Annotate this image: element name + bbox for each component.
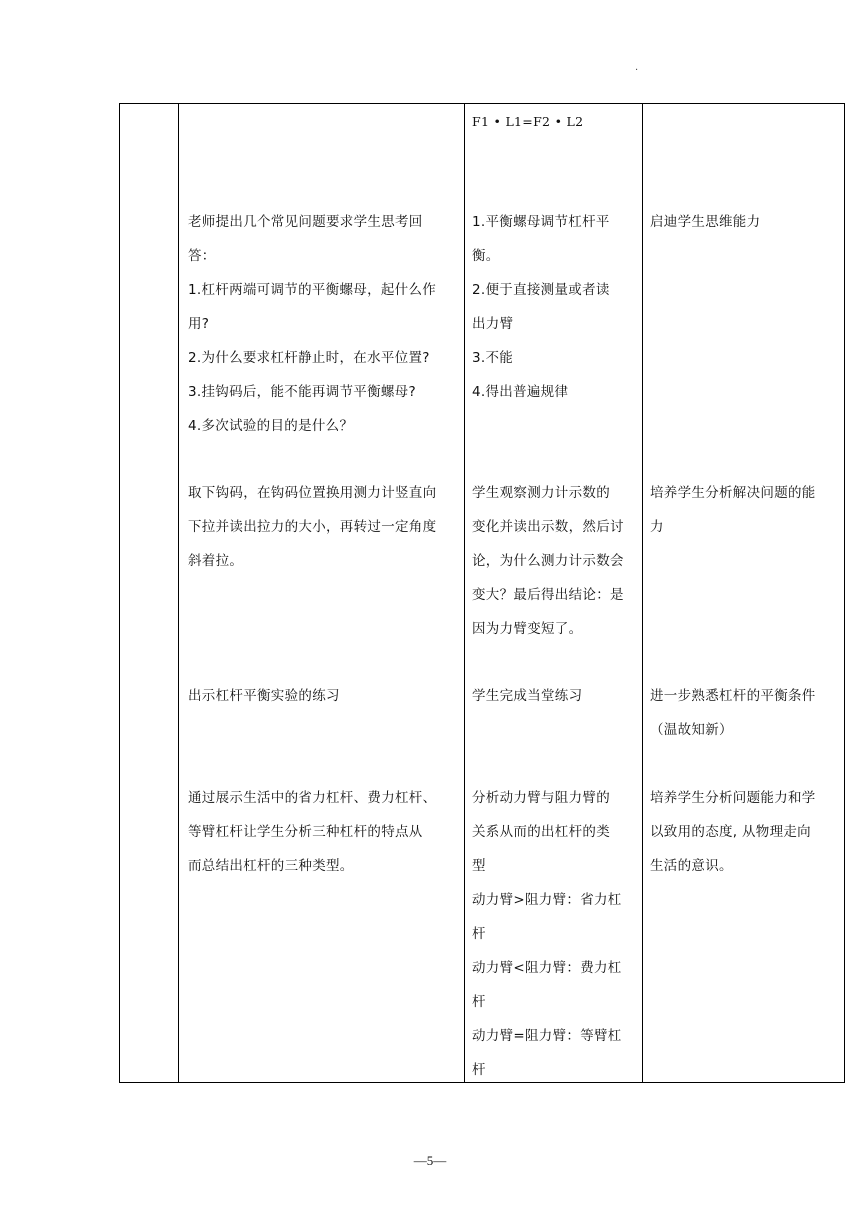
- cell-line: 衡。: [472, 248, 500, 264]
- cell-line: 力: [650, 519, 664, 535]
- cell-line: 启迪学生思维能力: [650, 214, 761, 230]
- cell-line: 下拉并读出拉力的大小，再转过一定角度: [188, 519, 437, 535]
- cell-line: 出力臂: [472, 316, 514, 332]
- cell-line: 型: [472, 858, 486, 874]
- cell-line: 3.不能: [472, 350, 514, 366]
- cell-line: 4.多次试验的目的是什么？: [188, 418, 354, 434]
- student-cell-lever-types: [472, 781, 622, 1087]
- cell-line: 老师提出几个常见问题要求学生思考回: [188, 214, 423, 230]
- cell-line: 变化并读出示数，然后讨: [472, 519, 624, 535]
- column-divider: [642, 104, 643, 1082]
- page-number: —5—: [413, 1153, 447, 1168]
- cell-line: 斜着拉。: [188, 553, 244, 569]
- cell-line: 2.便于直接测量或者读: [472, 282, 610, 298]
- cell-line: 3.挂钩码后，能不能再调节平衡螺母?: [188, 384, 416, 400]
- cell-line: 答：: [188, 248, 216, 264]
- intent-cell: [650, 781, 816, 883]
- cell-line: 动力臂>阻力臂：省力杠: [472, 892, 622, 908]
- cell-line: 用?: [188, 316, 210, 332]
- cell-line: 而总结出杠杆的三种类型。: [188, 858, 354, 874]
- cell-line: 杆: [472, 994, 486, 1010]
- column-divider: [464, 104, 465, 1082]
- cell-line: 杆: [472, 1062, 486, 1078]
- cell-line: 变大？最后得出结论：是: [472, 587, 624, 603]
- cell-line: 关系从而的出杠杆的类: [472, 824, 610, 840]
- cell-line: 等臂杠杆让学生分析三种杠杆的特点从: [188, 824, 423, 840]
- cell-line: 动力臂=阻力臂：等臂杠: [472, 1028, 622, 1044]
- intent-cell: [650, 476, 816, 544]
- header-mark: .: [635, 62, 639, 73]
- cell-line: 论，为什么测力计示数会: [472, 553, 624, 569]
- student-cell-observe: [472, 476, 624, 646]
- intent-cell: [650, 205, 760, 239]
- formula-text: F1 • L1=F2 • L2: [472, 114, 584, 129]
- cell-line: 培养学生分析问题能力和学: [650, 790, 816, 806]
- teacher-cell-measure: [188, 476, 436, 578]
- teacher-cell-questions: [188, 205, 436, 443]
- cell-line: 2.为什么要求杠杆静止时，在水平位置?: [188, 350, 430, 366]
- cell-line: 分析动力臂与阻力臂的: [472, 790, 610, 806]
- cell-line: 因为力臂变短了。: [472, 621, 583, 637]
- cell-line: 学生观察测力计示数的: [472, 485, 610, 501]
- cell-line: 1.杠杆两端可调节的平衡螺母，起什么作: [188, 282, 437, 298]
- cell-line: 进一步熟悉杠杆的平衡条件: [650, 688, 816, 704]
- cell-line: 出示杠杆平衡实验的练习: [188, 688, 340, 704]
- cell-line: 以致用的态度, 从物理走向: [650, 824, 811, 840]
- column-divider: [178, 104, 179, 1082]
- cell-line: 生活的意识。: [650, 858, 733, 874]
- intent-cell: [650, 679, 816, 747]
- student-cell-formula: [472, 105, 583, 139]
- student-cell-exercise: [472, 679, 582, 713]
- cell-line: 1.平衡螺母调节杠杆平: [472, 214, 610, 230]
- cell-line: 通过展示生活中的省力杠杆、费力杠杆、: [188, 790, 437, 806]
- cell-line: 学生完成当堂练习: [472, 688, 583, 704]
- teacher-cell-exercise: [188, 679, 340, 713]
- teacher-cell-lever-types: [188, 781, 436, 883]
- cell-line: 动力臂<阻力臂：费力杠: [472, 960, 622, 976]
- cell-line: 4.得出普遍规律: [472, 384, 569, 400]
- student-cell-answers: [472, 205, 610, 409]
- cell-line: （温故知新）: [650, 722, 733, 738]
- cell-line: 取下钩码，在钩码位置换用测力计竖直向: [188, 485, 437, 501]
- cell-line: 培养学生分析解决问题的能: [650, 485, 816, 501]
- cell-line: 杆: [472, 926, 486, 942]
- lesson-table: [119, 103, 845, 1083]
